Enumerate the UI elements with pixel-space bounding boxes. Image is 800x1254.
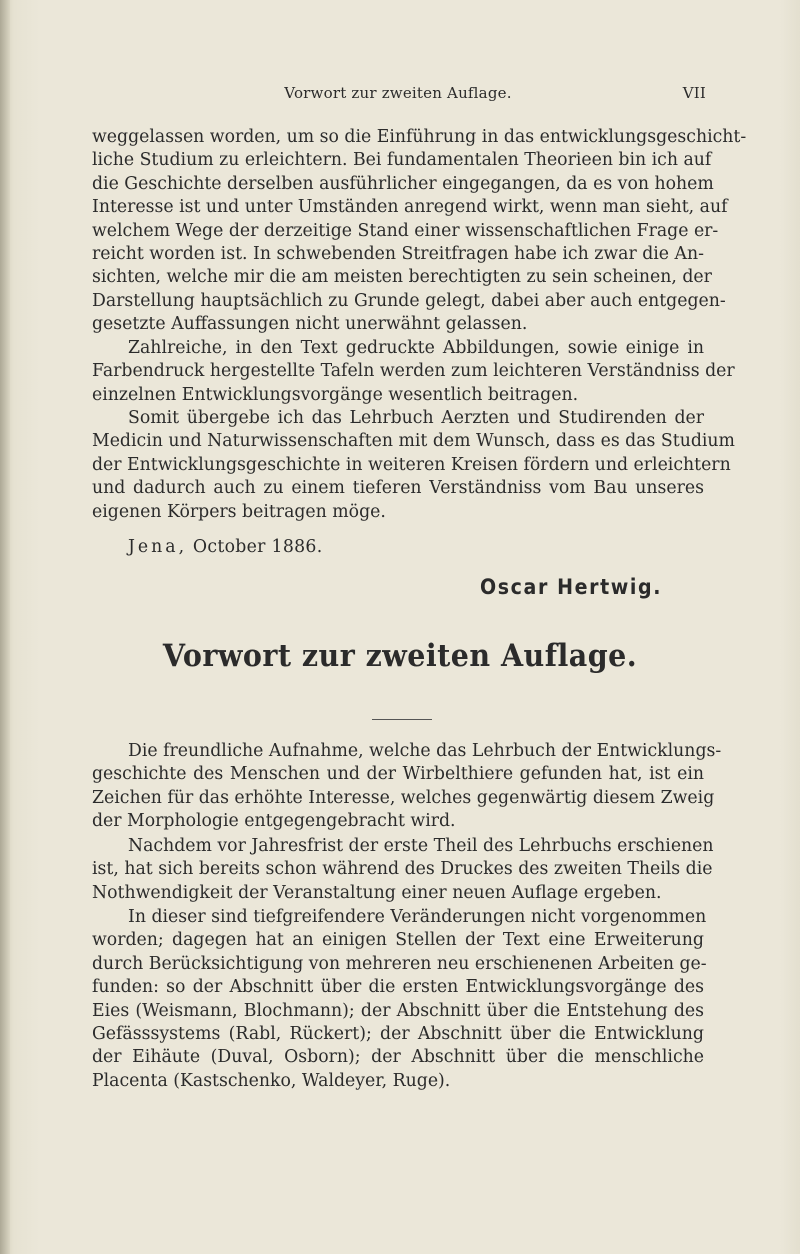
preface-paragraph-2 [92,337,735,407]
page-number: VII [682,84,706,102]
text-line: der Eihäute (Duval, Osborn); der Abschnitt über die menschliche [92,1047,704,1068]
author-signature: Oscar Hertwig. [480,575,663,600]
text-line: eigenen Körpers beitragen möge. [92,501,386,522]
section-divider [372,719,432,720]
text-line: Somit übergebe ich das Lehrbuch Aerzten und Studirenden der [128,408,704,428]
text-line: sichten, welche mir die am meisten berechtigten zu sein scheinen, der [92,267,712,288]
text-line: Die freundliche Aufnahme, welche das Lehrbuch der Entwicklungs- [128,741,722,761]
text-line: Nachdem vor Jahresfrist der erste Theil des Lehrbuchs erschienen [128,836,714,856]
text-line: Farbendruck hergestellte Tafeln werden zum leichteren Verständniss der [92,361,735,382]
text-line: worden; dagegen hat an einigen Stellen der Text eine Erweiterung [92,930,704,951]
text-line: Interesse ist und unter Umständen anregend wirkt, wenn man sieht, auf [92,197,728,218]
text-line: Nothwendigkeit der Veranstaltung einer neuen Auflage ergeben. [92,882,662,903]
text-line: weggelassen worden, um so die Einführung in das entwicklungsgeschicht- [92,127,747,147]
text-line: und dadurch auch zu einem tieferen Verständniss vom Bau unseres [92,478,704,499]
preface-paragraph-1 [92,126,747,337]
text-line: einzelnen Entwicklungsvorgänge wesentlich beitragen. [92,384,579,405]
second-preface-paragraph-1 [92,740,722,834]
second-preface-paragraph-2 [92,835,714,905]
text-line: welchem Wege der derzeitige Stand einer wissenschaftlichen Frage er- [92,220,719,241]
running-header-title: Vorwort zur zweiten Auflage. [284,84,512,102]
text-line: liche Studium zu erleichtern. Bei fundamentalen Theorieen bin ich auf [92,150,712,171]
text-line: Gefässsystems (Rabl, Rückert); der Abschnitt über die Entwicklung [92,1024,704,1045]
text-line: geschichte des Menschen und der Wirbelthiere gefunden hat, ist ein [92,764,704,785]
running-header [90,84,706,106]
text-line: der Entwicklungsgeschichte in weiteren Kreisen fördern und erleichtern [92,454,731,475]
place-date: October 1886. [192,537,323,557]
text-line: gesetzte Auffassungen nicht unerwähnt gelassen. [92,314,528,335]
text-line: In dieser sind tiefgreifendere Veränderungen nicht vorgenommen [128,907,707,927]
text-line: Eies (Weismann, Blochmann); der Abschnitt über die Entstehung des [92,1000,704,1021]
place-city: Jena, [128,537,188,557]
text-line: Placenta (Kastschenko, Waldeyer, Ruge). [92,1070,451,1091]
section-title: Vorwort zur zweiten Auflage. [162,638,638,674]
text-line: reicht worden ist. In schwebenden Streitfragen habe ich zwar die An- [92,244,704,265]
text-line: Zahlreiche, in den Text gedruckte Abbildungen, sowie einige in [128,338,704,358]
preface-paragraph-3 [92,407,735,524]
text-line: funden: so der Abschnitt über die ersten Entwicklungsvorgänge des [92,977,704,998]
text-line: Medicin und Naturwissenschaften mit dem Wunsch, dass es das Studium [92,431,735,452]
place-and-date [128,537,323,557]
text-line: Darstellung hauptsächlich zu Grunde gelegt, dabei aber auch entgegen- [92,290,726,311]
text-line: durch Berücksichtigung von mehreren neu erschienenen Arbeiten ge- [92,953,707,974]
second-preface-paragraph-3 [92,906,707,1093]
page-gutter-shadow [0,0,10,1254]
text-line: die Geschichte derselben ausführlicher eingegangen, da es von hohem [92,173,714,194]
text-line: ist, hat sich bereits schon während des Druckes des zweiten Theils die [92,859,713,880]
text-line: Zeichen für das erhöhte Interesse, welches gegenwärtig diesem Zweig [92,787,715,808]
text-line: der Morphologie entgegengebracht wird. [92,811,456,832]
